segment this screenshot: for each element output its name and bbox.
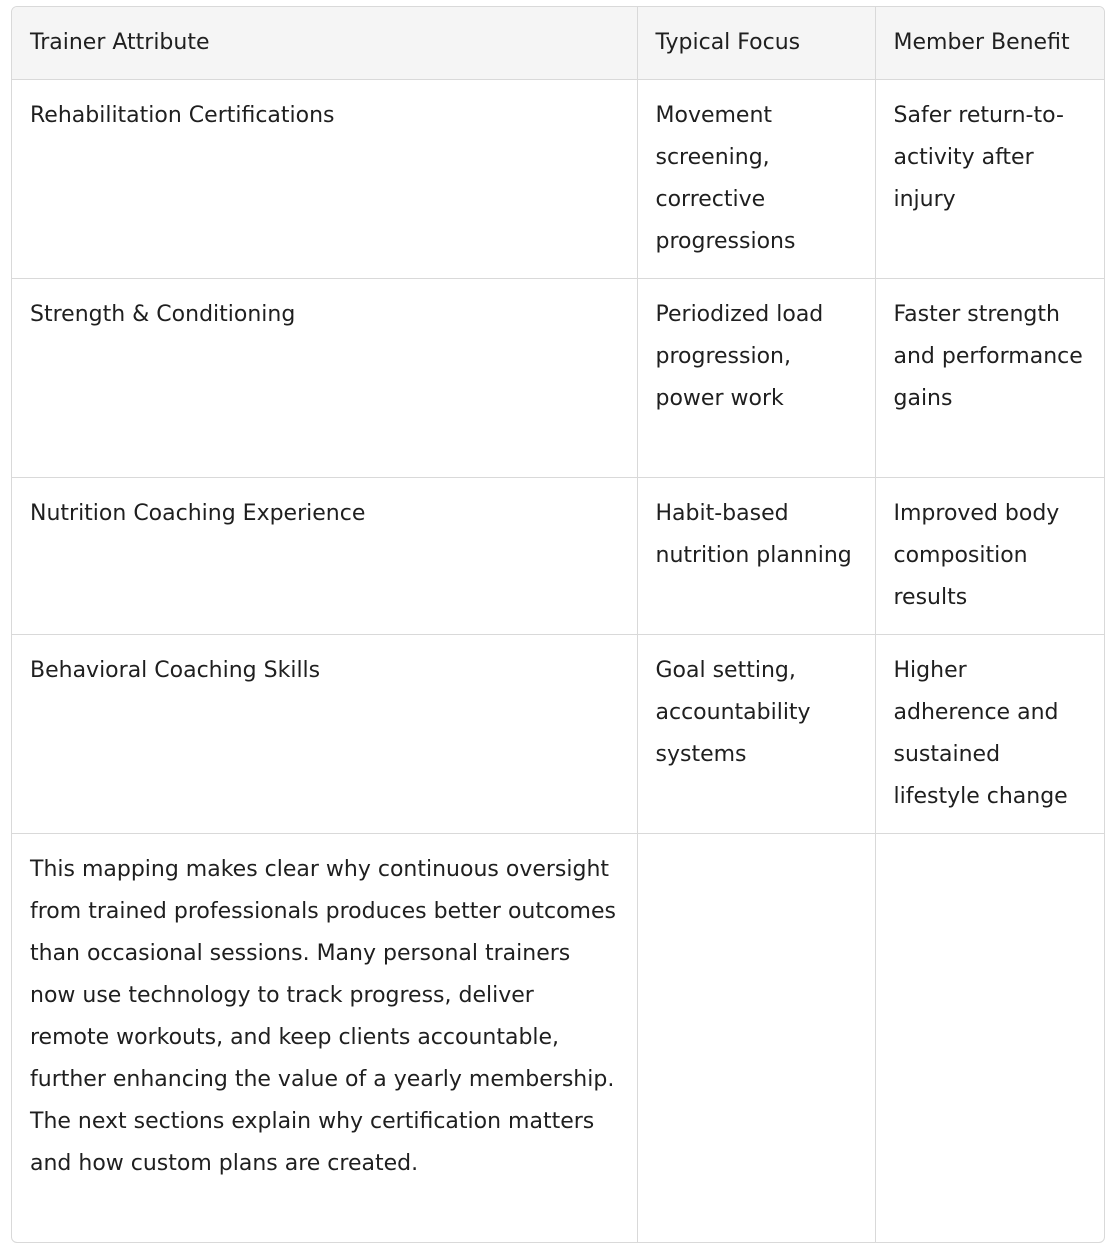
cell-empty <box>637 834 875 1244</box>
cell-paragraph: This mapping makes clear why continuous oversight from trained professionals produces better outcomes than occasional sessions. Many personal trainers now use technology to track progress, deliver remote workouts, and keep clients accountable, further enhancing the value of a yearly membership. The next sections explain why certification matters and how custom plans are created. <box>12 834 637 1244</box>
cell-trainer-attribute: Nutrition Coaching Experience <box>12 478 637 635</box>
cell-member-benefit: Improved body composition results <box>875 478 1105 635</box>
header-row <box>12 7 1105 80</box>
trainer-attribute-table <box>12 7 1105 1243</box>
table-row <box>12 279 1105 478</box>
table-row <box>12 478 1105 635</box>
cell-member-benefit: Faster strength and performance gains <box>875 279 1105 478</box>
header-typical-focus: Typical Focus <box>637 7 875 80</box>
header-trainer-attribute: Trainer Attribute <box>12 7 637 80</box>
cell-empty <box>875 834 1105 1244</box>
cell-trainer-attribute: Rehabilitation Certifications <box>12 80 637 279</box>
table-header <box>12 7 1105 80</box>
table-row <box>12 635 1105 834</box>
header-member-benefit: Member Benefit <box>875 7 1105 80</box>
cell-member-benefit: Higher adherence and sustained lifestyle change <box>875 635 1105 834</box>
table-row <box>12 834 1105 1244</box>
comparison-table <box>11 6 1105 1243</box>
table-body <box>12 80 1105 1244</box>
cell-typical-focus: Movement screening, corrective progressions <box>637 80 875 279</box>
table-row <box>12 80 1105 279</box>
cell-typical-focus: Periodized load progression, power work <box>637 279 875 478</box>
cell-typical-focus: Habit-based nutrition planning <box>637 478 875 635</box>
cell-typical-focus: Goal setting, accountability systems <box>637 635 875 834</box>
cell-trainer-attribute: Strength & Conditioning <box>12 279 637 478</box>
cell-trainer-attribute: Behavioral Coaching Skills <box>12 635 637 834</box>
cell-member-benefit: Safer return-to-activity after injury <box>875 80 1105 279</box>
